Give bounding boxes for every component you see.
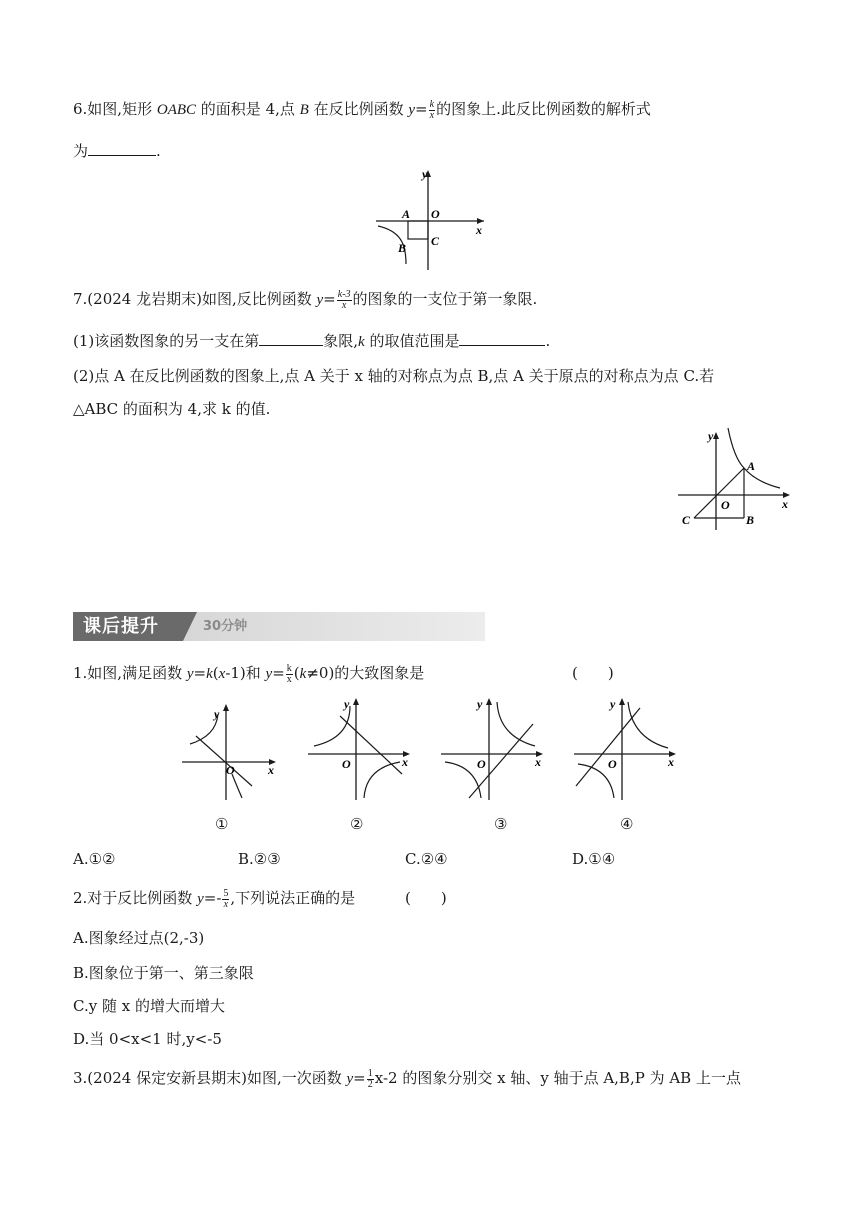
- h1-frac-num: k: [286, 662, 292, 674]
- q7-k-range-blank[interactable]: [459, 331, 545, 346]
- h1-var: y: [186, 666, 194, 682]
- h1-g1-o: O: [226, 763, 235, 777]
- h1-graph-3: [437, 694, 549, 804]
- q6-rect-name: OABC: [156, 102, 197, 118]
- h1-text: 1.如图,满足函数: [73, 664, 187, 682]
- h1-option-b[interactable]: B.②③: [238, 850, 281, 868]
- q7-text: 象限,: [323, 332, 359, 350]
- q6-fig-b-label: B: [398, 241, 407, 255]
- h3-text: x-2 的图象分别交 x 轴、y 轴于点 A,B,P 为 AB 上一点: [374, 1069, 741, 1087]
- h1-g1-x: x: [268, 763, 274, 777]
- h1-g3-o: O: [477, 757, 486, 771]
- q7-part2-line1: [73, 365, 714, 387]
- section-time: 30分钟: [203, 619, 248, 634]
- h2-option-d[interactable]: D.当 0<x<1 时,y<-5: [73, 1030, 222, 1048]
- q6-fig-x-label: x: [476, 223, 482, 237]
- q7-quadrant-blank[interactable]: [259, 331, 323, 346]
- h2-option-b[interactable]: B.图象位于第一、第三象限: [73, 964, 254, 982]
- h1-fraction: [286, 664, 293, 685]
- q7-fig-c-label: C: [682, 513, 691, 527]
- h1-g3-x: x: [535, 755, 541, 769]
- q6-text: 的图象上.此反比例函数的解析式: [436, 100, 651, 118]
- h1-option-c[interactable]: C.②④: [405, 850, 448, 868]
- q6-figure: [370, 164, 490, 274]
- q7-frac-num: k-3: [337, 288, 351, 300]
- section-header: [73, 612, 485, 641]
- h1-graph-label-4: ④: [620, 815, 634, 833]
- h2-frac-num: 5: [223, 887, 229, 899]
- q6-text: 的面积是 4,点: [196, 100, 300, 118]
- q6-frac-den: x: [429, 109, 435, 121]
- h1-text: (: [212, 664, 219, 682]
- q6-text: 在反比例函数: [308, 100, 409, 118]
- h1-g2-x: x: [402, 755, 408, 769]
- q7-figure: [672, 424, 794, 536]
- q6-point-b: B: [299, 102, 309, 118]
- q6-text: .: [156, 142, 161, 160]
- h3-text: =: [353, 1069, 366, 1087]
- h2-option-a[interactable]: A.图象经过点(2,-3): [73, 929, 205, 947]
- h1-answer-paren[interactable]: ( ): [572, 664, 614, 682]
- h1-text: (: [293, 664, 300, 682]
- h1-option-a[interactable]: A.①②: [73, 850, 116, 868]
- h1-var: k: [206, 666, 213, 682]
- h1-g4-o: O: [608, 757, 617, 771]
- q7-fig-b-label: B: [746, 513, 755, 527]
- q7-fig-o-label: O: [721, 498, 730, 512]
- h1-text: ≠0)的大致图象是: [306, 664, 425, 682]
- q7-var-y: y: [316, 292, 324, 308]
- h3-text: 3.(2024 保定安新县期末)如图,一次函数: [73, 1069, 347, 1087]
- h1-graph-1: [178, 700, 280, 804]
- q7-fraction: [337, 290, 352, 311]
- h1-text: =: [193, 664, 207, 682]
- h1-frac-den: x: [286, 673, 292, 685]
- h2-text: 2.对于反比例函数: [73, 889, 198, 907]
- h3-frac-den: 2: [367, 1078, 373, 1090]
- q7-text: .: [545, 332, 551, 350]
- q7-part1: [73, 330, 550, 353]
- h1-var: x: [218, 666, 226, 682]
- q6-text: 为: [73, 142, 89, 160]
- q7-text: (2)点 A 在反比例函数的图象上,点 A 关于 x 轴的对称点为点 B,点 A 关于原点的对称点为点 C.若: [73, 367, 715, 385]
- q7-frac-den: x: [341, 299, 347, 311]
- q7-line1: [73, 288, 537, 311]
- q7-part2-line2: [73, 398, 270, 420]
- h2-text: ,下列说法正确的是: [230, 889, 356, 907]
- q6-fig-o-label: O: [431, 207, 440, 221]
- h1-stem: [73, 662, 424, 685]
- h2-option-c[interactable]: C.y 随 x 的增大而增大: [73, 997, 225, 1015]
- h2-stem: [73, 887, 355, 910]
- q7-fig-y-label: y: [708, 429, 714, 443]
- q6-fraction: [429, 100, 435, 121]
- h1-text: =: [272, 664, 285, 682]
- h1-var: k: [299, 666, 307, 682]
- q7-text: (1)该函数图象的另一支在第: [73, 332, 260, 350]
- h1-var: y: [265, 666, 273, 682]
- h1-text: -1)和: [225, 664, 266, 682]
- q7-fig-x-label: x: [782, 497, 788, 511]
- h3-stem: [73, 1067, 741, 1090]
- h1-option-d[interactable]: D.①④: [572, 850, 616, 868]
- q7-text: △ABC 的面积为 4,求 k 的值.: [73, 400, 271, 418]
- section-slant: [183, 612, 197, 641]
- h3-var-y: y: [346, 1071, 354, 1087]
- q7-equals: =: [323, 290, 336, 308]
- h2-var-y: y: [197, 891, 204, 907]
- q6-fig-c-label: C: [431, 234, 440, 248]
- q7-text: 的图象的一支位于第一象限.: [352, 290, 538, 308]
- h2-text: =-: [203, 889, 222, 907]
- q6-fig-y-label: y: [422, 167, 428, 181]
- q7-var-k: k: [358, 334, 365, 350]
- q6-line2: [73, 140, 161, 162]
- section-title: 课后提升: [73, 612, 183, 641]
- h1-g2-o: O: [342, 757, 351, 771]
- q6-fig-a-label: A: [402, 207, 411, 221]
- q6-frac-num: k: [429, 98, 435, 110]
- h2-answer-paren[interactable]: ( ): [405, 889, 447, 907]
- q6-equals: =: [415, 100, 428, 118]
- h2-frac-den: x: [223, 898, 229, 910]
- h1-g2-y: y: [344, 697, 350, 711]
- h1-g1-y: y: [214, 707, 220, 721]
- h1-g3-y: y: [477, 697, 483, 711]
- q7-text: 7.(2024 龙岩期末)如图,反比例函数: [73, 290, 317, 308]
- q7-fig-a-label: A: [747, 459, 756, 473]
- q7-text: 的取值范围是: [364, 332, 460, 350]
- q6-text: 6.如图,矩形: [73, 100, 157, 118]
- h1-graph-label-3: ③: [494, 815, 508, 833]
- q6-var-y: y: [408, 102, 416, 118]
- h2-fraction: [222, 889, 229, 910]
- h1-graph-label-1: ①: [215, 815, 229, 833]
- h1-graph-2: [304, 694, 416, 804]
- h1-g4-x: x: [668, 755, 674, 769]
- h1-g4-y: y: [610, 697, 616, 711]
- q6-line1: [73, 98, 651, 121]
- h3-fraction: [367, 1069, 374, 1090]
- h1-graph-4: [570, 694, 682, 804]
- h1-graph-label-2: ②: [350, 815, 364, 833]
- h3-frac-num: 1: [367, 1067, 373, 1079]
- q6-answer-blank[interactable]: [88, 141, 156, 156]
